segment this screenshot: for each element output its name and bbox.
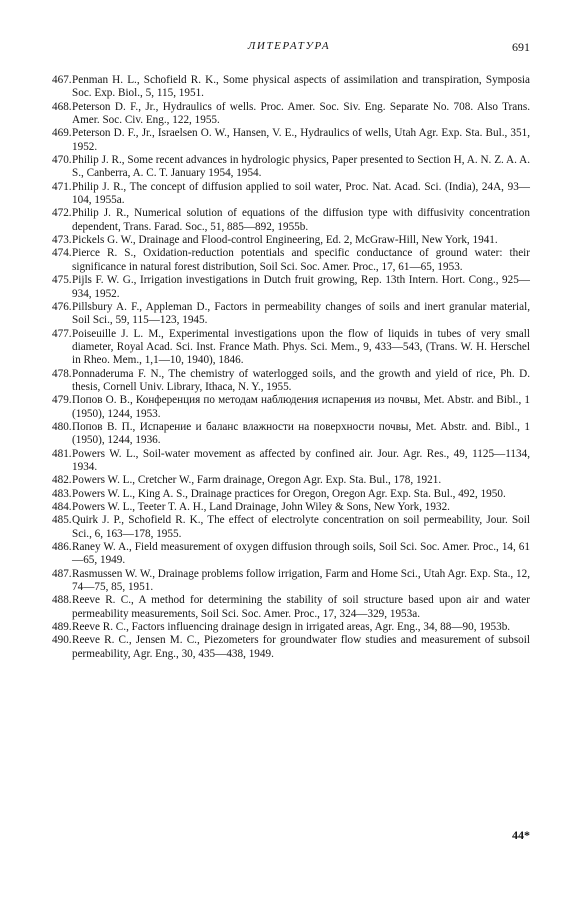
reference-number: 488. xyxy=(52,594,72,607)
reference-entry xyxy=(52,501,530,514)
reference-entry xyxy=(52,448,530,475)
reference-text: Poiseuille J. L. M., Experimental investigations upon the flow of liquids in tubes of very small diameter, Royal Acad. Sci. Inst. France Math. Phys. Sci. Mem., 9, 433—543, (Trans. W. H. Herschel in Rheo. Mem., 1,1—10, 1940), 1846. xyxy=(72,327,530,367)
reference-number: 481. xyxy=(52,447,72,460)
printer-signature-mark: 44* xyxy=(512,828,530,842)
reference-text: Quirk J. P., Schofield R. K., The effect of electrolyte concentration on soil permeability, Jour. Soil Sci., 6, 163—178, 1955. xyxy=(72,514,530,540)
reference-number: 490. xyxy=(52,634,72,647)
reference-number: 479. xyxy=(52,394,72,407)
reference-text: Raney W. A., Field measurement of oxygen diffusion through soils, Soil Sci. Soc. Amer. Proc., 14, 61—65, 1949. xyxy=(72,541,530,567)
reference-number: 471. xyxy=(52,180,72,193)
reference-text: Powers W. L., Soil-water movement as affected by confined air. Jour. Agr. Res., 49, 1125—1134, 1934. xyxy=(72,447,530,473)
reference-text: Pickels G. W., Drainage and Flood-control Engineering, Ed. 2, McGraw-Hill, New York, 1941. xyxy=(72,234,498,247)
reference-number: 470. xyxy=(52,154,72,167)
reference-number: 468. xyxy=(52,100,72,113)
reference-number: 477. xyxy=(52,327,72,340)
reference-number: 483. xyxy=(52,487,72,500)
reference-entry xyxy=(52,181,530,208)
reference-entry xyxy=(52,514,530,541)
reference-entry xyxy=(52,488,530,501)
reference-entry xyxy=(52,328,530,368)
reference-number: 474. xyxy=(52,247,72,260)
running-title: ЛИТЕРАТУРА xyxy=(247,40,331,52)
reference-text: Peterson D. F., Jr., Israelsen O. W., Hansen, V. E., Hydraulics of wells, Utah Agr. Exp. Sta. Bul., 351, 1952. xyxy=(72,127,530,153)
running-head xyxy=(48,40,530,58)
reference-number: 485. xyxy=(52,514,72,527)
reference-text: Philip J. R., The concept of diffusion applied to soil water, Proc. Nat. Acad. Sci. (India), 24A, 93—104, 1955a. xyxy=(72,180,530,207)
reference-entry xyxy=(52,101,530,128)
reference-text: Попов В. П., Испарение и баланс влажности на поверхности почвы, Met. Abstr. and. Bibl., 1 (1950), 1244, 1936. xyxy=(72,420,530,447)
reference-number: 480. xyxy=(52,420,72,433)
reference-entry xyxy=(52,421,530,448)
reference-text: Peterson D. F., Jr., Hydraulics of wells. Proc. Amer. Soc. Siv. Eng. Separate No. 708. Also Trans. Amer. Soc. Civ. Eng., 122, 1955. xyxy=(72,100,530,127)
reference-text: Powers W. L., King A. S., Drainage practices for Oregon, Oregon Agr. Exp. Sta. Bul., 492, 1950. xyxy=(72,487,506,500)
reference-number: 489. xyxy=(52,621,72,634)
reference-text: Penman H. L., Schofield R. K., Some physical aspects of assimilation and transpiration, Symposia Soc. Exp. Biol., 5, 115, 1951. xyxy=(72,74,530,100)
reference-entry xyxy=(52,234,530,247)
reference-text: Ponnaderuma F. N., The chemistry of waterlogged soils, and the growth and yield of rice, Ph. D. thesis, Cornell Univ. Library, Ithaca, N. Y., 1955. xyxy=(72,367,530,393)
reference-entry xyxy=(52,634,530,661)
reference-entry xyxy=(52,394,530,421)
reference-number: 473. xyxy=(52,234,72,247)
reference-number: 475. xyxy=(52,274,72,287)
reference-text: Pijls F. W. G., Irrigation investigations in Dutch fruit growing, Rep. 13th Intern. Hort. Cong., 925—934, 1952. xyxy=(72,274,530,300)
reference-number: 472. xyxy=(52,207,72,220)
reference-text: Reeve R. C., A method for determining the stability of soil structure based upon air and water permeability measurements, Soil Sci. Soc. Amer. Proc., 17, 324—329, 1953a. xyxy=(72,594,530,620)
reference-entry xyxy=(52,368,530,395)
reference-number: 478. xyxy=(52,367,72,380)
reference-entry xyxy=(52,594,530,621)
reference-entry xyxy=(52,74,530,101)
reference-entry xyxy=(52,568,530,595)
reference-number: 476. xyxy=(52,300,72,313)
reference-entry xyxy=(52,541,530,568)
reference-number: 467. xyxy=(52,74,72,86)
reference-entry xyxy=(52,301,530,328)
reference-number: 482. xyxy=(52,474,72,487)
reference-text: Philip J. R., Numerical solution of equations of the diffusion type with diffusivity concentration dependent, Trans. Farad. Soc., 51, 885—892, 1955b. xyxy=(72,207,530,233)
reference-entry xyxy=(52,154,530,181)
reference-number: 484. xyxy=(52,501,72,513)
reference-number: 487. xyxy=(52,567,72,580)
reference-entry xyxy=(52,621,530,634)
reference-entry xyxy=(52,274,530,301)
reference-text: Powers W. L., Teeter T. A. H., Land Drainage, John Wiley & Sons, New York, 1932. xyxy=(72,501,450,513)
reference-entry xyxy=(52,127,530,154)
reference-number: 486. xyxy=(52,541,72,554)
reference-entry xyxy=(52,207,530,234)
reference-entry xyxy=(52,247,530,274)
page-number: 691 xyxy=(512,40,530,54)
reference-text: Pillsbury A. F., Appleman D., Factors in permeability changes of soils and inert granular material, Soil Sci., 59, 115—123, 1945. xyxy=(72,300,530,327)
reference-text: Powers W. L., Cretcher W., Farm drainage, Oregon Agr. Exp. Sta. Bul., 178, 1921. xyxy=(72,474,442,487)
reference-number: 469. xyxy=(52,127,72,140)
reference-text: Pierce R. S., Oxidation-reduction potentials and specific conductance of ground water: their significance in natural forest distribution, Soil Sci. Soc. Amer. Proc., 17, 61—65, 1953. xyxy=(72,247,530,273)
reference-text: Reeve R. C., Jensen M. C., Piezometers for groundwater flow studies and measurement of subsoil permeability, Agr. Eng., 30, 435—438, 1949. xyxy=(72,634,530,660)
reference-text: Reeve R. C., Factors influencing drainage design in irrigated areas, Agr. Eng., 34, 88—90, 1953b. xyxy=(72,621,511,634)
reference-list xyxy=(52,74,530,661)
reference-text: Rasmussen W. W., Drainage problems follow irrigation, Farm and Home Sci., Utah Agr. Exp. Sta., 12, 74—75, 85, 1951. xyxy=(72,567,531,594)
reference-text: Попов О. В., Конференция по методам наблюдения испарения из почвы, Met. Abstr. and Bibl., 1 (1950), 1244, 1953. xyxy=(72,394,530,420)
reference-text: Philip J. R., Some recent advances in hydrologic physics, Paper presented to Section H, A. N. Z. A. A. S., Canberra, A. C. T. January 1954, 1954. xyxy=(72,154,530,180)
reference-entry xyxy=(52,474,530,487)
